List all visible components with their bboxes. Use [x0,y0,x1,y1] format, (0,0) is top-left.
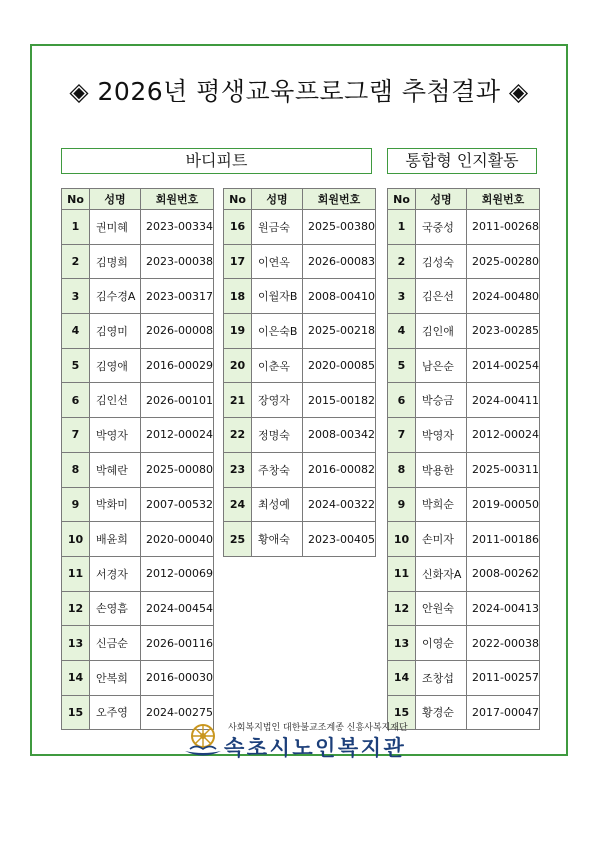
table-row [224,418,376,453]
page-title: ◈ 2026년 평생교육프로그램 추첨결과 ◈ [69,77,529,106]
member-id: 2026-00083 [303,244,376,279]
member-id: 2026-00101 [141,383,214,418]
member-name: 최성예 [252,487,303,522]
row-number: 3 [62,279,90,314]
table-row [224,279,376,314]
member-name: 이연옥 [252,244,303,279]
member-id: 2011-00268 [467,210,540,245]
table-row [62,591,214,626]
member-name: 신금순 [90,626,141,661]
table-row [388,314,540,349]
row-number: 7 [388,418,416,453]
table-row [388,522,540,557]
member-name: 김인애 [416,314,467,349]
member-id: 2025-00311 [467,452,540,487]
table-row [62,383,214,418]
member-name: 김명희 [90,244,141,279]
member-id: 2024-00454 [141,591,214,626]
table-row [388,348,540,383]
table-row [388,660,540,695]
row-number: 14 [388,660,416,695]
table-row [388,591,540,626]
member-id: 2024-00411 [467,383,540,418]
table-row [62,452,214,487]
member-id: 2022-00038 [467,626,540,661]
member-id: 2016-00030 [141,660,214,695]
table-row [388,210,540,245]
member-name: 손미자 [416,522,467,557]
row-number: 16 [224,210,252,245]
table-header-row [62,189,214,210]
row-number: 18 [224,279,252,314]
member-id: 2008-00262 [467,556,540,591]
member-id: 2019-00050 [467,487,540,522]
row-number: 24 [224,487,252,522]
table-row [388,244,540,279]
member-name: 원금숙 [252,210,303,245]
member-name: 김성숙 [416,244,467,279]
row-number: 12 [388,591,416,626]
table-row [388,487,540,522]
table-row [224,452,376,487]
table-row [224,244,376,279]
member-name: 장영자 [252,383,303,418]
member-name: 주창숙 [252,452,303,487]
member-name: 박영자 [416,418,467,453]
row-number: 12 [62,591,90,626]
header-member-id: 회원번호 [303,189,376,210]
row-number: 10 [62,522,90,557]
footer-signature [180,718,440,758]
row-number: 11 [388,556,416,591]
row-number: 14 [62,660,90,695]
header-no: No [388,189,416,210]
row-number: 3 [388,279,416,314]
member-id: 2012-00069 [141,556,214,591]
member-id: 2024-00413 [467,591,540,626]
member-name: 안원숙 [416,591,467,626]
member-id: 2025-00080 [141,452,214,487]
table-header-row [388,189,540,210]
member-id: 2007-00532 [141,487,214,522]
table-row [62,314,214,349]
row-number: 11 [62,556,90,591]
member-id: 2014-00254 [467,348,540,383]
header-no: No [62,189,90,210]
member-name: 김수경A [90,279,141,314]
member-id: 2026-00116 [141,626,214,661]
row-number: 4 [388,314,416,349]
table-row [62,279,214,314]
foundation-name: 사회복지법인 대한불교조계종 신흥사복지재단 [228,723,408,733]
row-number: 8 [388,452,416,487]
row-number: 25 [224,522,252,557]
row-number: 21 [224,383,252,418]
member-id: 2011-00186 [467,522,540,557]
row-number: 4 [62,314,90,349]
section-title-cognitive: 통합형 인지활동 [387,148,537,174]
row-number: 13 [388,626,416,661]
table-row [224,210,376,245]
cognitive-table [387,188,540,730]
member-id: 2023-00285 [467,314,540,349]
member-id: 2025-00218 [303,314,376,349]
row-number: 9 [62,487,90,522]
member-id: 2024-00480 [467,279,540,314]
row-number: 8 [62,452,90,487]
row-number: 1 [62,210,90,245]
member-name: 이월자B [252,279,303,314]
table-row [62,418,214,453]
row-number: 2 [62,244,90,279]
table-row [388,626,540,661]
member-name: 박승금 [416,383,467,418]
member-id: 2023-00334 [141,210,214,245]
header-member-id: 회원번호 [141,189,214,210]
bodyfit-table-2 [223,188,376,557]
member-id: 2017-00047 [467,695,540,730]
row-number: 13 [62,626,90,661]
member-name: 오주영 [90,695,141,730]
row-number: 2 [388,244,416,279]
member-name: 황애숙 [252,522,303,557]
table-row [388,452,540,487]
member-id: 2020-00085 [303,348,376,383]
member-id: 2023-00038 [141,244,214,279]
member-id: 2015-00182 [303,383,376,418]
row-number: 7 [62,418,90,453]
member-id: 2023-00317 [141,279,214,314]
member-name: 김은선 [416,279,467,314]
table-row [224,487,376,522]
member-name: 박영자 [90,418,141,453]
row-number: 9 [388,487,416,522]
member-name: 배윤희 [90,522,141,557]
member-name: 남은순 [416,348,467,383]
member-name: 신화자A [416,556,467,591]
member-name: 안복희 [90,660,141,695]
row-number: 19 [224,314,252,349]
member-id: 2011-00257 [467,660,540,695]
header-name: 성명 [90,189,141,210]
member-id: 2024-00275 [141,695,214,730]
member-name: 이춘옥 [252,348,303,383]
table-row [62,522,214,557]
member-name: 김영미 [90,314,141,349]
section-title-bodyfit: 바디피트 [61,148,372,174]
member-name: 김영애 [90,348,141,383]
row-number: 20 [224,348,252,383]
header-no: No [224,189,252,210]
row-number: 5 [62,348,90,383]
row-number: 10 [388,522,416,557]
member-name: 박용한 [416,452,467,487]
table-row [62,626,214,661]
member-name: 국중성 [416,210,467,245]
member-name: 이영순 [416,626,467,661]
table-row [62,244,214,279]
member-id: 2012-00024 [141,418,214,453]
row-number: 15 [62,695,90,730]
table-row [388,383,540,418]
row-number: 6 [388,383,416,418]
member-id: 2025-00380 [303,210,376,245]
member-name: 조창섭 [416,660,467,695]
table-row [388,418,540,453]
member-id: 2012-00024 [467,418,540,453]
table-row [224,383,376,418]
table-row [62,210,214,245]
table-row [388,556,540,591]
member-name: 박화미 [90,487,141,522]
member-id: 2008-00342 [303,418,376,453]
member-id: 2023-00405 [303,522,376,557]
row-number: 6 [62,383,90,418]
member-name: 박혜란 [90,452,141,487]
member-name: 서경자 [90,556,141,591]
row-number: 1 [388,210,416,245]
member-id: 2016-00029 [141,348,214,383]
member-name: 황경순 [416,695,467,730]
member-name: 정명숙 [252,418,303,453]
member-name: 이은숙B [252,314,303,349]
header-name: 성명 [416,189,467,210]
row-number: 22 [224,418,252,453]
row-number: 5 [388,348,416,383]
member-id: 2020-00040 [141,522,214,557]
dharma-wheel-lotus-icon [180,720,226,760]
member-name: 권미혜 [90,210,141,245]
member-id: 2008-00410 [303,279,376,314]
table-row [62,556,214,591]
member-id: 2016-00082 [303,452,376,487]
member-id: 2026-00008 [141,314,214,349]
member-id: 2024-00322 [303,487,376,522]
member-id: 2025-00280 [467,244,540,279]
member-name: 손영흠 [90,591,141,626]
row-number: 23 [224,452,252,487]
table-row [224,314,376,349]
table-row [62,660,214,695]
bodyfit-table-1 [61,188,214,730]
center-name: 속초시노인복지관 [224,736,407,760]
header-name: 성명 [252,189,303,210]
header-member-id: 회원번호 [467,189,540,210]
table-row [224,522,376,557]
table-row [62,348,214,383]
table-row [62,487,214,522]
table-header-row [224,189,376,210]
table-row [224,348,376,383]
member-name: 박희순 [416,487,467,522]
row-number: 15 [388,695,416,730]
row-number: 17 [224,244,252,279]
table-row [388,279,540,314]
member-name: 김인선 [90,383,141,418]
